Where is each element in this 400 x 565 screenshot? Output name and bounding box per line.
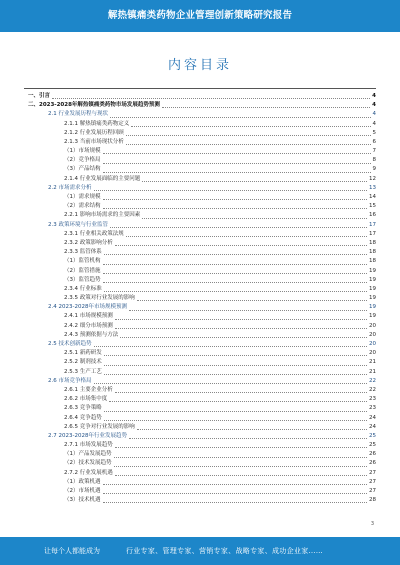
toc-entry-text: 2.4.2 细分市场预测 xyxy=(64,322,113,329)
toc-entry[interactable] xyxy=(24,404,376,413)
toc-entry-text: 2.3 政策环境与行业监管 xyxy=(48,221,108,228)
toc-entry[interactable] xyxy=(24,377,376,386)
toc-entry[interactable] xyxy=(24,340,376,349)
toc-entry-text: （3）技术机遇 xyxy=(64,497,101,504)
toc-entry-text: （2）需求结构 xyxy=(64,203,101,210)
toc-dot-leader xyxy=(103,501,368,503)
toc-entry-text: （1）政策机遇 xyxy=(64,478,101,485)
toc-entry-page: 24 xyxy=(369,423,376,430)
toc-dot-leader xyxy=(103,171,371,173)
toc-entry[interactable] xyxy=(24,156,376,165)
toc-entry-text: 2.6.4 竞争趋势 xyxy=(64,414,102,421)
toc-entry[interactable] xyxy=(24,294,376,303)
toc-entry-text: 2.6 市场竞争格局 xyxy=(48,377,92,384)
toc-entry-text: 2.2 市场需求分析 xyxy=(48,184,92,191)
toc-dot-leader xyxy=(114,465,368,467)
toc-entry[interactable] xyxy=(24,460,376,469)
toc-entry-text: 2.1.2 行业发展历程回顾 xyxy=(64,129,124,136)
toc-dot-leader xyxy=(129,309,367,311)
toc-entry-page: 19 xyxy=(369,313,376,320)
toc-entry-page: 5 xyxy=(372,129,376,136)
toc-entry-text: 2.5.2 制剂技术 xyxy=(64,359,102,366)
toc-dot-leader xyxy=(126,143,371,145)
toc-entry[interactable] xyxy=(24,386,376,395)
toc-dot-leader xyxy=(103,272,368,274)
report-header-banner xyxy=(0,0,400,32)
toc-dot-leader xyxy=(142,180,367,182)
toc-entry[interactable] xyxy=(24,414,376,423)
toc-entry[interactable] xyxy=(24,478,376,487)
toc-entry-page: 9 xyxy=(372,166,376,173)
toc-entry-page: 19 xyxy=(369,267,376,274)
toc-entry-page: 27 xyxy=(369,478,376,485)
toc-dot-leader xyxy=(94,382,368,384)
toc-entry-page: 14 xyxy=(369,194,376,201)
toc-entry[interactable] xyxy=(24,496,376,505)
toc-entry-page: 4 xyxy=(372,120,376,127)
toc-entry-text: 2.1.1 解热镇痛类药物定义 xyxy=(64,120,130,127)
toc-entry[interactable] xyxy=(24,129,376,138)
toc-entry[interactable] xyxy=(24,276,376,285)
toc-dot-leader xyxy=(103,207,368,209)
toc-dot-leader xyxy=(104,253,367,255)
toc-dot-leader xyxy=(162,106,370,108)
toc-entry[interactable] xyxy=(24,322,376,331)
toc-entry-page: 19 xyxy=(369,285,376,292)
toc-entry[interactable] xyxy=(24,110,376,119)
toc-entry-text: （1）市场规模 xyxy=(64,148,101,155)
toc-dot-leader xyxy=(126,235,367,237)
toc-dot-leader xyxy=(126,134,371,136)
toc-entry[interactable] xyxy=(24,395,376,404)
toc-dot-leader xyxy=(120,336,367,338)
toc-dot-leader xyxy=(103,152,371,154)
toc-entry-page: 20 xyxy=(369,350,376,357)
toc-entry[interactable] xyxy=(24,239,376,248)
toc-entry-page: 8 xyxy=(372,157,376,164)
toc-entry-page: 4 xyxy=(372,111,376,118)
toc-dot-leader xyxy=(115,391,367,393)
toc-entry-text: （1）监管机构 xyxy=(64,258,101,265)
toc-entry-page: 17 xyxy=(369,221,376,228)
toc-entry-text: 2.4.3 预测依据与方法 xyxy=(64,331,119,338)
toc-entry-page: 20 xyxy=(369,322,376,329)
toc-dot-leader xyxy=(110,116,371,118)
toc-entry-text: 2.7.2 行业发展机遇 xyxy=(64,469,113,476)
toc-dot-leader xyxy=(94,189,368,191)
toc-entry-text: 2.3.3 监管体系 xyxy=(64,249,102,256)
toc-entry-text: 2.7.1 市场发展趋势 xyxy=(64,442,113,449)
toc-entry-text: 2.6.1 主要企业分析 xyxy=(64,386,113,393)
footer-emphasis: 行业专家、管理专家、营销专家、战略专家、成功企业家…… xyxy=(126,547,324,555)
toc-entry-page: 24 xyxy=(369,414,376,421)
toc-entry-text: 2.1.3 当前市场现状分析 xyxy=(64,138,124,145)
toc-entry[interactable] xyxy=(24,441,376,450)
toc-entry-page: 18 xyxy=(369,249,376,256)
toc-entry[interactable] xyxy=(24,267,376,276)
toc-entry[interactable] xyxy=(24,202,376,211)
toc-dot-leader xyxy=(115,327,367,329)
toc-dot-leader xyxy=(104,290,367,292)
toc-entry-page: 4 xyxy=(372,92,376,99)
toc-dot-leader xyxy=(137,428,367,430)
toc-dot-leader xyxy=(142,217,367,219)
toc-entry-text: 2.1 行业发展历程与现状 xyxy=(48,111,108,118)
toc-entry-text: 2.5.1 新药研发 xyxy=(64,350,102,357)
toc-entry-page: 20 xyxy=(369,331,376,338)
toc-entry-page: 20 xyxy=(369,341,376,348)
toc-dot-leader xyxy=(115,474,367,476)
toc-dot-leader xyxy=(110,226,367,228)
toc-entry-page: 13 xyxy=(369,184,376,191)
toc-dot-leader xyxy=(115,318,367,320)
toc-entry-text: （3）产品结构 xyxy=(64,166,101,173)
toc-dot-leader xyxy=(115,446,367,448)
footer-text: 让每个人都能成为 xyxy=(44,547,100,555)
toc-entry-text: 2.6.5 竞争对行业发展的影响 xyxy=(64,423,135,430)
toc-entry[interactable] xyxy=(24,487,376,496)
toc-entry-page: 27 xyxy=(369,469,376,476)
toc-entry-text: 2.3.1 行业相关政策法规 xyxy=(64,230,124,237)
toc-entry-text: 2.4.1 市场规模预测 xyxy=(64,313,113,320)
toc-entry-text: 一、引言 xyxy=(28,92,51,99)
toc-dot-leader xyxy=(94,345,368,347)
toc-entry-text: 2.3.5 政策对行业发展的影响 xyxy=(64,295,135,302)
toc-entry[interactable] xyxy=(24,423,376,432)
toc-dot-leader xyxy=(104,354,367,356)
toc-entry[interactable] xyxy=(24,313,376,322)
toc-entry-text: 2.2.1 影响市场需求的主要因素 xyxy=(64,212,141,219)
toc-entry-page: 25 xyxy=(369,432,376,439)
toc-entry-text: 2.6.2 市场集中度 xyxy=(64,396,108,403)
toc-dot-leader xyxy=(103,162,371,164)
toc-entry[interactable] xyxy=(24,221,376,230)
toc-entry-page: 22 xyxy=(369,377,376,384)
toc-entry[interactable] xyxy=(24,349,376,358)
toc-dot-leader xyxy=(52,97,370,99)
toc-entry-page: 28 xyxy=(369,497,376,504)
toc-entry-text: 二、2023-2028年解热镇痛类药物市场发展趋势预测 xyxy=(28,102,160,109)
toc-entry-text: （2）技术发展趋势 xyxy=(64,460,112,467)
toc-dot-leader xyxy=(103,263,368,265)
toc-entry-page: 19 xyxy=(369,276,376,283)
toc-entry-page: 17 xyxy=(369,230,376,237)
toc-entry-page: 4 xyxy=(372,102,376,109)
toc-entry-page: 12 xyxy=(369,175,376,182)
toc-entry[interactable] xyxy=(24,432,376,441)
toc-dot-leader xyxy=(104,410,367,412)
toc-dot-leader xyxy=(104,364,367,366)
toc-dot-leader xyxy=(103,483,368,485)
toc-entry-page: 23 xyxy=(369,396,376,403)
toc-entry[interactable] xyxy=(24,368,376,377)
toc-entry-page: 7 xyxy=(372,148,376,155)
toc-dot-leader xyxy=(137,299,367,301)
toc-entry-text: （2）竞争格局 xyxy=(64,157,101,164)
toc-dot-leader xyxy=(114,456,368,458)
toc-entry[interactable] xyxy=(24,248,376,257)
toc-entry[interactable] xyxy=(24,175,376,184)
toc-entry[interactable] xyxy=(24,166,376,175)
toc-entry[interactable] xyxy=(24,138,376,147)
toc-dot-leader xyxy=(109,400,367,402)
toc-entry[interactable] xyxy=(24,92,376,101)
toc-entry[interactable] xyxy=(24,101,376,110)
toc-entry-page: 19 xyxy=(369,295,376,302)
page-number: 3 xyxy=(370,521,374,527)
toc-dot-leader xyxy=(103,281,368,283)
toc-heading: 内容目录 xyxy=(167,58,232,73)
toc-entry[interactable] xyxy=(24,358,376,367)
toc-entry-page: 25 xyxy=(369,442,376,449)
toc-dot-leader xyxy=(103,198,368,200)
toc-entry[interactable] xyxy=(24,184,376,193)
toc-entry-page: 6 xyxy=(372,138,376,145)
toc-entry-page: 18 xyxy=(369,258,376,265)
toc-entry-page: 27 xyxy=(369,488,376,495)
table-of-contents xyxy=(24,92,376,505)
toc-entry-text: 2.5 技术创新趋势 xyxy=(48,341,92,348)
toc-dot-leader xyxy=(104,419,367,421)
toc-dot-leader xyxy=(129,437,367,439)
toc-entry[interactable] xyxy=(24,211,376,220)
toc-entry[interactable] xyxy=(24,285,376,294)
toc-entry-page: 18 xyxy=(369,239,376,246)
toc-entry-text: （2）市场机遇 xyxy=(64,488,101,495)
toc-entry[interactable] xyxy=(24,120,376,129)
toc-entry-text: （1）需求规模 xyxy=(64,194,101,201)
toc-dot-leader xyxy=(103,492,368,494)
toc-divider xyxy=(24,88,376,89)
toc-entry-page: 15 xyxy=(369,203,376,210)
toc-entry-text: 2.3.2 政策影响分析 xyxy=(64,239,113,246)
toc-entry-page: 26 xyxy=(369,451,376,458)
report-title: 解热镇痛类药物企业管理创新策略研究报告 xyxy=(107,10,293,21)
toc-dot-leader xyxy=(131,125,370,127)
toc-entry-page: 23 xyxy=(369,405,376,412)
toc-dot-leader xyxy=(104,373,367,375)
toc-entry-page: 26 xyxy=(369,460,376,467)
toc-entry[interactable] xyxy=(24,230,376,239)
toc-entry-text: （1）产品发展趋势 xyxy=(64,451,112,458)
toc-entry-text: 2.3.4 行业标准 xyxy=(64,285,102,292)
toc-entry-text: 2.7 2023-2028年行业发展趋势 xyxy=(48,432,127,439)
toc-entry[interactable] xyxy=(24,257,376,266)
toc-entry-page: 19 xyxy=(369,304,376,311)
footer-banner xyxy=(0,537,400,565)
toc-entry[interactable] xyxy=(24,331,376,340)
toc-entry-page: 16 xyxy=(369,212,376,219)
toc-entry-page: 21 xyxy=(369,359,376,366)
toc-entry[interactable] xyxy=(24,469,376,478)
toc-entry-page: 21 xyxy=(369,368,376,375)
toc-entry-text: 2.4 2023-2028年市场规模预测 xyxy=(48,304,127,311)
toc-entry-text: （2）监管措施 xyxy=(64,267,101,274)
toc-entry-page: 22 xyxy=(369,386,376,393)
toc-entry[interactable] xyxy=(24,303,376,312)
toc-entry-text: 2.5.3 生产工艺 xyxy=(64,368,102,375)
toc-entry[interactable] xyxy=(24,450,376,459)
toc-entry-text: 2.6.3 竞争策略 xyxy=(64,405,102,412)
toc-entry-text: （3）监管趋势 xyxy=(64,276,101,283)
toc-dot-leader xyxy=(115,244,367,246)
toc-entry[interactable] xyxy=(24,193,376,202)
toc-entry[interactable] xyxy=(24,147,376,156)
toc-entry-text: 2.1.4 行业发展面临的主要问题 xyxy=(64,175,141,182)
